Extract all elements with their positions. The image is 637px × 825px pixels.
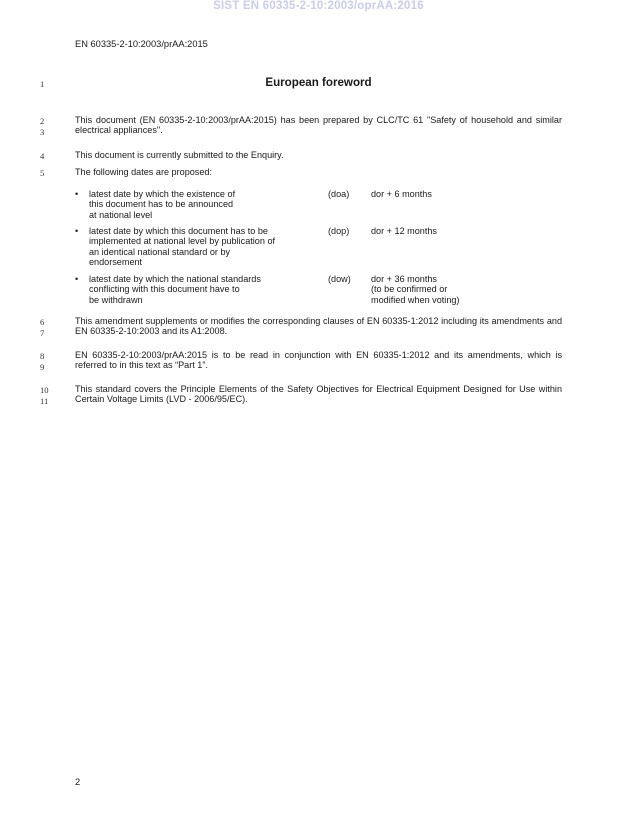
- page-title: European foreword: [265, 76, 372, 89]
- bullet-icon: •: [75, 274, 79, 284]
- date-value: dor + 6 months: [371, 189, 432, 199]
- paragraph-dates-intro: The following dates are proposed:: [75, 167, 212, 177]
- line-number: 8: [40, 351, 45, 361]
- line-number: 6: [40, 317, 45, 327]
- date-value: dor + 36 months (to be confirmed or modified when voting): [371, 274, 460, 305]
- date-code: (dow): [328, 274, 351, 284]
- line-number: 3: [40, 127, 45, 137]
- bullet-icon: •: [75, 226, 79, 236]
- date-code: (doa): [328, 189, 350, 199]
- paragraph-amendment-scope: This amendment supplements or modifies the corresponding clauses of EN 60335-1:2012 including its amendments and EN 60335-2-10:2003 and its A1:2008.: [75, 316, 562, 337]
- paragraph-lvd: This standard covers the Principle Elements of the Safety Objectives for Electrical Equipment Designed for Use within Certain Voltage Limits (LVD - 2006/95/EC).: [75, 384, 562, 405]
- date-description: latest date by which the national standards conflicting with this document have to be withdrawn: [89, 274, 261, 305]
- line-number: 7: [40, 328, 45, 338]
- document-header: EN 60335-2-10:2003/prAA:2015: [75, 39, 208, 49]
- date-code: (dop): [328, 226, 350, 236]
- line-number: 9: [40, 362, 45, 372]
- line-number: 10: [40, 385, 49, 395]
- line-number: 1: [40, 79, 45, 89]
- line-number: 4: [40, 151, 45, 161]
- paragraph-prepared-by: This document (EN 60335-2-10:2003/prAA:2015) has been prepared by CLC/TC 61 "Safety of household and similar electrical appliances".: [75, 115, 562, 136]
- line-number: 2: [40, 116, 45, 126]
- paragraph-enquiry: This document is currently submitted to the Enquiry.: [75, 150, 284, 160]
- watermark: SIST EN 60335-2-10:2003/oprAA:2016: [213, 0, 424, 12]
- date-description: latest date by which this document has to be implemented at national level by publication of an identical national standard or by endorsement: [89, 226, 276, 268]
- line-number: 11: [40, 396, 49, 406]
- page-number: 2: [75, 777, 81, 787]
- paragraph-read-with-part1: EN 60335-2-10:2003/prAA:2015 is to be read in conjunction with EN 60335-1:2012 and its amendments, which is referred to in this text as “Part 1”.: [75, 350, 562, 371]
- date-description: latest date by which the existence of this document has to be announced at national level: [89, 189, 236, 220]
- line-number: 5: [40, 168, 45, 178]
- date-value: dor + 12 months: [371, 226, 437, 236]
- bullet-icon: •: [75, 189, 79, 199]
